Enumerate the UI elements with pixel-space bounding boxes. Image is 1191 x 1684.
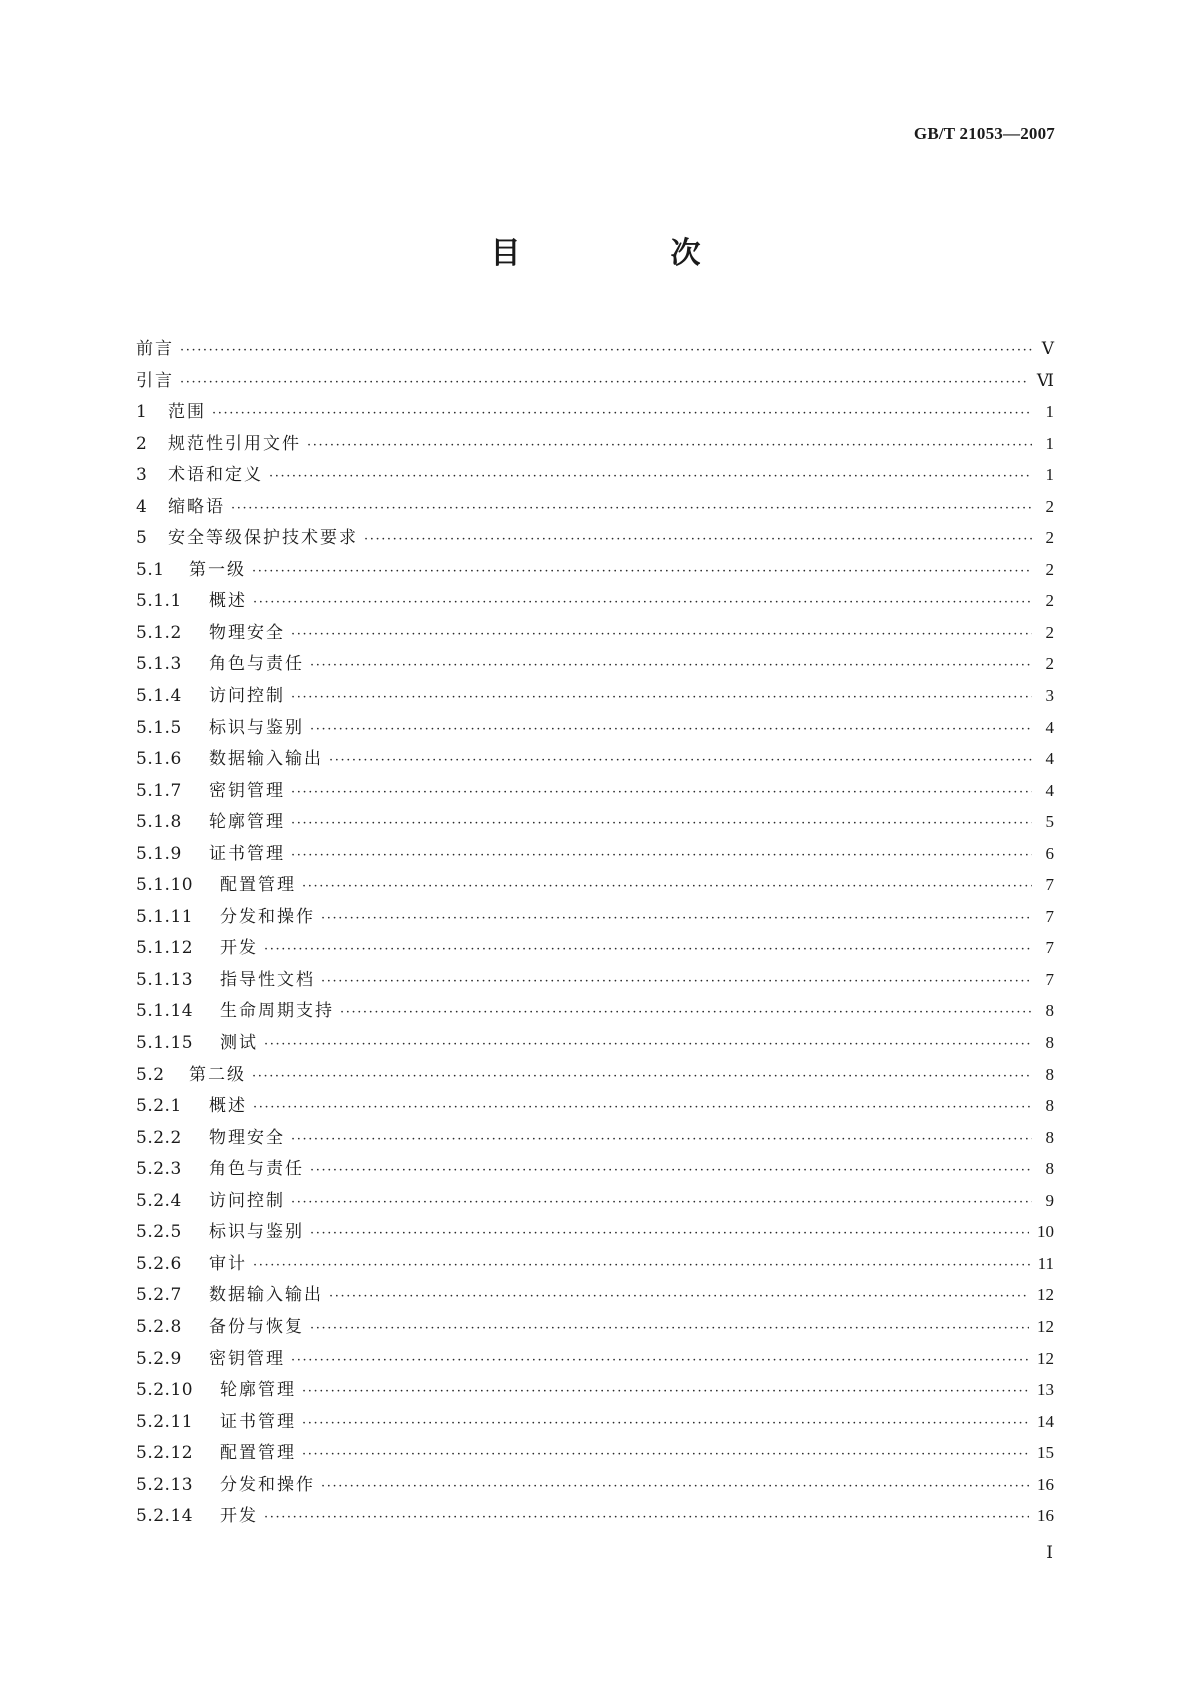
toc-entry-number: 5.1.2 [136, 622, 182, 643]
page-number: Ⅰ [1046, 1543, 1053, 1562]
toc-entry-title: 指导性文档 [220, 969, 315, 990]
toc-entry-title: 物理安全 [209, 1127, 285, 1148]
toc-entry-title: 数据输入输出 [209, 1285, 323, 1306]
toc-entry-title: 开发 [220, 938, 258, 959]
toc-entry-page: 16 [1037, 1474, 1054, 1494]
toc-entry-title: 证书管理 [209, 843, 285, 864]
toc-entry-page: 8 [1045, 1127, 1054, 1147]
toc-entry-page: 5 [1045, 812, 1054, 832]
toc-entry-title: 术语和定义 [168, 465, 263, 486]
toc-entry[interactable] [136, 1374, 1054, 1406]
toc-entry-number: 5.2.6 [136, 1253, 182, 1274]
toc-leader-dots [291, 777, 1032, 809]
toc-leader-dots [307, 430, 1032, 462]
toc-entry-title: 密钥管理 [209, 1348, 285, 1369]
toc-entry-title: 备份与恢复 [209, 1316, 304, 1337]
toc-entry[interactable] [136, 1216, 1054, 1248]
toc-leader-dots [340, 997, 1032, 1029]
toc-entry-number: 5.2.3 [136, 1159, 182, 1180]
toc-entry-number: 5.1 [136, 559, 165, 580]
toc-entry-page: 1 [1045, 433, 1054, 453]
toc-entry-page: 8 [1045, 1096, 1054, 1116]
toc-leader-dots [329, 1281, 1029, 1313]
toc-entry[interactable] [136, 1248, 1054, 1280]
toc-entry-number: 5.2.5 [136, 1222, 182, 1243]
toc-entry-number: 4 [136, 496, 148, 517]
toc-entry-page: 12 [1037, 1348, 1054, 1368]
toc-leader-dots [321, 966, 1032, 998]
toc-leader-dots [291, 619, 1032, 651]
toc-entry-title: 配置管理 [220, 1443, 296, 1464]
table-of-contents [136, 333, 1054, 1532]
toc-entry-page: 2 [1045, 622, 1054, 642]
toc-entry[interactable] [136, 333, 1054, 365]
toc-leader-dots [321, 903, 1032, 935]
toc-entry-number: 2 [136, 433, 148, 454]
toc-entry[interactable] [136, 743, 1054, 775]
toc-entry[interactable] [136, 680, 1054, 712]
toc-entry-number: 3 [136, 465, 148, 486]
toc-entry[interactable] [136, 1122, 1054, 1154]
toc-entry-title: 范围 [168, 402, 206, 423]
toc-leader-dots [302, 1376, 1029, 1408]
toc-leader-dots [329, 745, 1032, 777]
toc-entry-page: 8 [1045, 1033, 1054, 1053]
toc-entry[interactable] [136, 1343, 1054, 1375]
toc-entry-number: 5.1.4 [136, 686, 182, 707]
toc-entry-page: 8 [1045, 1064, 1054, 1084]
toc-entry-page: 2 [1045, 496, 1054, 516]
toc-leader-dots [253, 1250, 1030, 1282]
toc-entry-page: 8 [1045, 1159, 1054, 1179]
toc-entry[interactable] [136, 712, 1054, 744]
toc-leader-dots [180, 367, 1029, 399]
toc-entry-page: 7 [1045, 938, 1054, 958]
toc-leader-dots [180, 335, 1032, 367]
toc-entry[interactable] [136, 554, 1054, 586]
toc-entry-title: 概述 [209, 1096, 247, 1117]
toc-leader-dots [212, 398, 1032, 430]
toc-entry-number: 5.2.1 [136, 1096, 182, 1117]
toc-leader-dots [264, 1029, 1032, 1061]
toc-entry-number: 5.2.8 [136, 1316, 182, 1337]
standard-number: GB/T 21053—2007 [913, 124, 1055, 143]
toc-entry[interactable] [136, 428, 1054, 460]
toc-entry-page: 2 [1045, 654, 1054, 674]
toc-leader-dots [291, 682, 1032, 714]
toc-entry-title: 分发和操作 [220, 1474, 315, 1495]
toc-entry-number: 5.2.12 [136, 1443, 194, 1464]
toc-entry-title: 密钥管理 [209, 780, 285, 801]
toc-entry-title: 访问控制 [209, 1190, 285, 1211]
toc-entry-page: 8 [1045, 1001, 1054, 1021]
toc-entry-number: 5.1.15 [136, 1033, 194, 1054]
toc-entry[interactable] [136, 1469, 1054, 1501]
toc-entry-number: 5.2.9 [136, 1348, 182, 1369]
toc-entry-page: 3 [1045, 686, 1054, 706]
toc-entry-page: 1 [1045, 402, 1054, 422]
toc-entry-number: 5.2.7 [136, 1285, 182, 1306]
toc-entry-number: 5.1.5 [136, 717, 182, 738]
toc-leader-dots [364, 524, 1032, 556]
toc-entry[interactable] [136, 1500, 1054, 1532]
toc-entry-title: 缩略语 [168, 496, 225, 517]
toc-entry-number: 5.2.4 [136, 1190, 182, 1211]
toc-entry-number: 5.1.11 [136, 906, 194, 927]
toc-entry[interactable] [136, 901, 1054, 933]
toc-entry-title: 审计 [209, 1253, 247, 1274]
toc-entry-page: 7 [1045, 906, 1054, 926]
toc-leader-dots [302, 1439, 1029, 1471]
toc-entry[interactable] [136, 522, 1054, 554]
toc-entry-title: 物理安全 [209, 622, 285, 643]
toc-entry-title: 规范性引用文件 [168, 433, 301, 454]
toc-entry-number: 5 [136, 528, 148, 549]
toc-entry-title: 角色与责任 [209, 654, 304, 675]
toc-entry[interactable] [136, 1153, 1054, 1185]
toc-entry[interactable] [136, 585, 1054, 617]
toc-entry-page: 12 [1037, 1316, 1054, 1336]
toc-leader-dots [310, 1218, 1029, 1250]
toc-entry[interactable] [136, 1437, 1054, 1469]
toc-entry[interactable] [136, 459, 1054, 491]
toc-entry-title: 开发 [220, 1506, 258, 1527]
toc-entry[interactable] [136, 1279, 1054, 1311]
toc-entry-number: 5.2 [136, 1064, 165, 1085]
toc-entry-page: 1 [1045, 465, 1054, 485]
toc-leader-dots [291, 1187, 1032, 1219]
toc-entry-title: 安全等级保护技术要求 [168, 528, 358, 549]
toc-entry-title: 轮廓管理 [209, 812, 285, 833]
toc-leader-dots [264, 1502, 1029, 1534]
toc-leader-dots [291, 808, 1032, 840]
toc-leader-dots [264, 934, 1032, 966]
toc-entry-title: 分发和操作 [220, 906, 315, 927]
toc-leader-dots [252, 556, 1032, 588]
toc-entry-number: 5.2.13 [136, 1474, 194, 1495]
toc-entry-page: 7 [1045, 969, 1054, 989]
toc-entry-title: 访问控制 [209, 686, 285, 707]
toc-entry-page: 4 [1045, 717, 1054, 737]
toc-entry-number: 5.1.7 [136, 780, 182, 801]
toc-leader-dots [253, 1092, 1032, 1124]
toc-entry-title: 数据输入输出 [209, 749, 323, 770]
toc-entry-title: 第一级 [189, 559, 246, 580]
toc-entry-number: 5.1.6 [136, 749, 182, 770]
toc-entry-number: 1 [136, 402, 148, 423]
toc-entry-number: 5.1.13 [136, 969, 194, 990]
toc-entry[interactable] [136, 806, 1054, 838]
toc-entry[interactable] [136, 1059, 1054, 1091]
toc-entry-title: 角色与责任 [209, 1159, 304, 1180]
toc-entry[interactable] [136, 964, 1054, 996]
toc-entry[interactable] [136, 617, 1054, 649]
toc-entry-page: 4 [1045, 780, 1054, 800]
toc-entry-title: 标识与鉴别 [209, 1222, 304, 1243]
toc-entry-page: 12 [1037, 1285, 1054, 1305]
toc-leader-dots [252, 1061, 1032, 1093]
toc-leader-dots [291, 1345, 1029, 1377]
toc-leader-dots [269, 461, 1032, 493]
toc-leader-dots [302, 871, 1032, 903]
toc-entry[interactable] [136, 1027, 1054, 1059]
toc-entry-number: 5.1.10 [136, 875, 194, 896]
toc-entry-page: 14 [1037, 1411, 1054, 1431]
toc-entry-page: 15 [1037, 1443, 1054, 1463]
toc-entry-page: 16 [1037, 1506, 1054, 1526]
toc-entry-number: 5.2.10 [136, 1380, 194, 1401]
toc-leader-dots [310, 1313, 1029, 1345]
toc-entry-page: 2 [1045, 528, 1054, 548]
toc-entry-number: 5.1.8 [136, 812, 182, 833]
toc-entry[interactable] [136, 1185, 1054, 1217]
toc-entry-page: 4 [1045, 749, 1054, 769]
toc-entry[interactable] [136, 491, 1054, 523]
toc-entry-page: 7 [1045, 875, 1054, 895]
toc-entry-number: 5.1.9 [136, 843, 182, 864]
toc-leader-dots [310, 1155, 1032, 1187]
toc-leader-dots [231, 493, 1032, 525]
toc-entry-number: 5.2.14 [136, 1506, 194, 1527]
toc-entry[interactable] [136, 1406, 1054, 1438]
toc-entry-title: 测试 [220, 1033, 258, 1054]
toc-entry-number: 5.2.11 [136, 1411, 194, 1432]
toc-entry[interactable] [136, 1090, 1054, 1122]
toc-entry[interactable] [136, 869, 1054, 901]
toc-entry-title: 第二级 [189, 1064, 246, 1085]
toc-leader-dots [291, 1124, 1032, 1156]
toc-entry-title: 引言 [136, 370, 174, 391]
toc-entry[interactable] [136, 932, 1054, 964]
toc-leader-dots [310, 650, 1032, 682]
toc-entry-title: 生命周期支持 [220, 1001, 334, 1022]
toc-entry[interactable] [136, 396, 1054, 428]
toc-leader-dots [302, 1408, 1029, 1440]
toc-entry-page: Ⅵ [1036, 370, 1054, 390]
toc-entry-number: 5.2.2 [136, 1127, 182, 1148]
toc-leader-dots [253, 587, 1032, 619]
toc-entry[interactable] [136, 365, 1054, 397]
toc-leader-dots [321, 1471, 1029, 1503]
toc-entry-page: 2 [1045, 591, 1054, 611]
toc-entry-page: 10 [1037, 1222, 1054, 1242]
toc-entry-number: 5.1.3 [136, 654, 182, 675]
toc-entry-page: 13 [1037, 1380, 1054, 1400]
toc-entry-page: 9 [1045, 1190, 1054, 1210]
toc-entry-title: 配置管理 [220, 875, 296, 896]
toc-entry[interactable] [136, 995, 1054, 1027]
toc-entry-number: 5.1.1 [136, 591, 182, 612]
toc-entry[interactable] [136, 1311, 1054, 1343]
toc-leader-dots [310, 714, 1032, 746]
toc-entry-page: Ⅴ [1041, 339, 1054, 358]
toc-entry-page: 2 [1045, 559, 1054, 579]
toc-entry-title: 标识与鉴别 [209, 717, 304, 738]
page-title: 目 次 [490, 236, 761, 271]
toc-entry-title: 轮廓管理 [220, 1380, 296, 1401]
toc-entry-number: 5.1.14 [136, 1001, 194, 1022]
toc-entry-number: 5.1.12 [136, 938, 194, 959]
toc-entry-title: 证书管理 [220, 1411, 296, 1432]
toc-entry-page: 11 [1037, 1253, 1054, 1273]
toc-entry[interactable] [136, 775, 1054, 807]
toc-entry[interactable] [136, 648, 1054, 680]
toc-entry-title: 概述 [209, 591, 247, 612]
toc-entry-title: 前言 [136, 339, 174, 359]
toc-entry[interactable] [136, 838, 1054, 870]
toc-leader-dots [291, 840, 1032, 872]
toc-entry-page: 6 [1045, 843, 1054, 863]
